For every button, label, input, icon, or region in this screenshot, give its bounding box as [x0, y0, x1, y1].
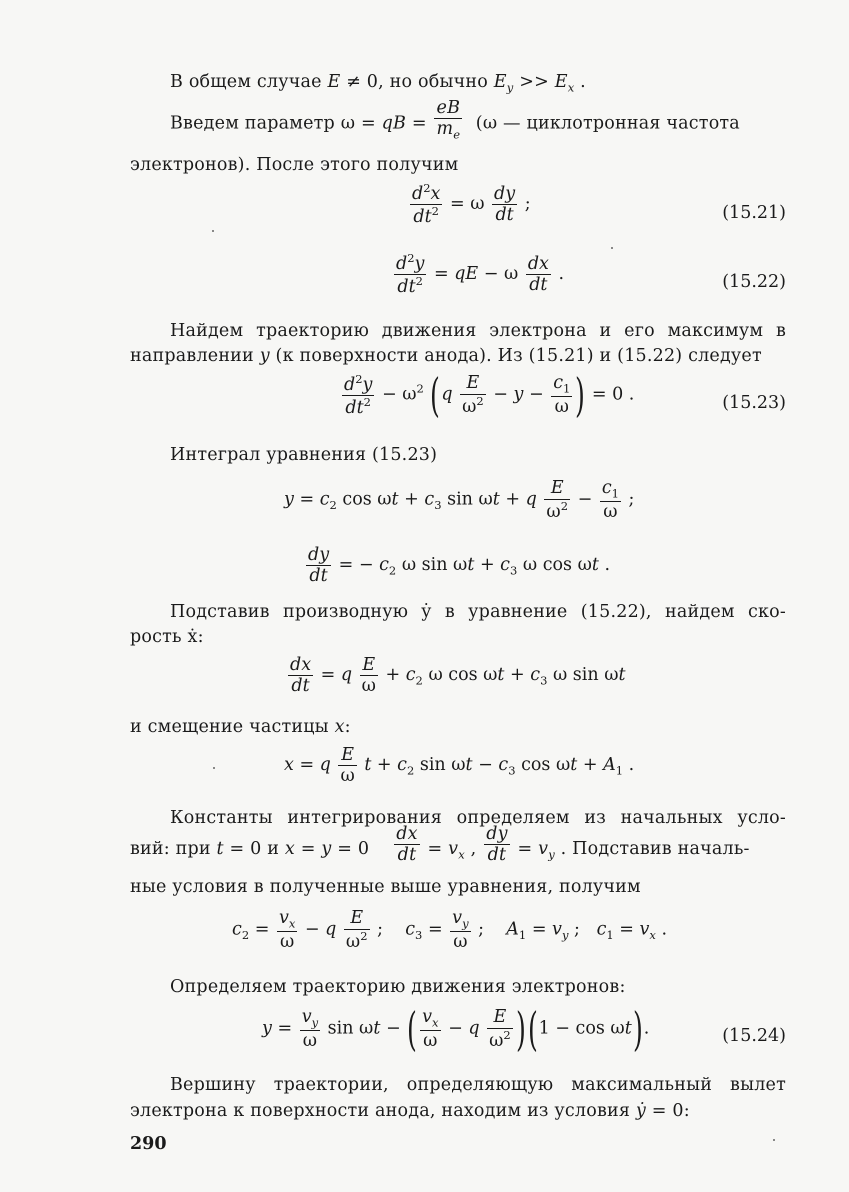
- paragraph-substitute-derivative-1: Подставив производную ẏ в уравнение (15.22), найдем ско-: [170, 602, 786, 622]
- equation-15-22: $\frac{d^2y}{dt^2}$ = qE − ω $\frac{dx}{dt}$ .: [396, 251, 565, 297]
- paragraph-introduce-omega: Введем параметр ω = qB = $\frac{eB}{m_e}$ (ω — циклотронная частота: [170, 98, 740, 142]
- paragraph-after-this: электронов). После этого получим: [130, 155, 459, 175]
- paragraph-displacement: и смещение частицы x:: [130, 717, 351, 737]
- equation-y-solution: $y = c_2$ $\cos \omega t + c_3$ sin ωt + q $\frac{E}{\omega^2}$ − $\frac{c_1}{\omega}$ ;: [284, 478, 635, 522]
- paragraph-constants-3: ные условия в полученные выше уравнения, получим: [130, 877, 641, 897]
- paragraph-vertex-1: Вершину траектории, определяющую максимальный вылет: [170, 1075, 786, 1095]
- scan-speck: [212, 230, 214, 232]
- equation-dx-dt: $\frac{dx}{dt}$ = q $\frac{E}{\omega}$ + $c_2$ ω $\cos \omega t + c_3$ ω sin ωt: [290, 655, 626, 697]
- paragraph-general-case: В общем случае E ≠ 0, но обычно $E_y >> E_x$ .: [170, 72, 586, 95]
- equation-constants: $c_2$ = $\frac{v_x}{\omega}$ − q $\frac{E}{\omega^2}$ ; $c_3$ = $\frac{v_y}{\omega}$ ; $A_1 = v_y$ ; $c_1 = v_x$ .: [232, 908, 668, 952]
- paragraph-determine-trajectory: Определяем траекторию движения электронов:: [170, 977, 626, 997]
- equation-number-15-24: (15.24): [722, 1026, 786, 1046]
- equation-dy-dt: $\frac{dy}{dt}$ = − $c_2$ ω $\sin \omega t + c_3$ ω cos ωt .: [308, 545, 611, 587]
- equation-15-24: y = $\frac{v_y}{\omega}$ sin ωt − ( $\frac{v_x}{\omega}$ − q $\frac{E}{\omega^2}$ )(1 − cos ωt).: [262, 1002, 650, 1056]
- scan-speck: [611, 247, 613, 249]
- paragraph-integral: Интеграл уравнения (15.23): [170, 445, 438, 465]
- paragraph-vertex-2: электрона к поверхности анода, находим из условия ẏ = 0:: [130, 1101, 690, 1121]
- paragraph-find-trajectory-2: направлении y (к поверхности анода). Из (15.21) и (15.22) следует: [130, 346, 762, 366]
- equation-number-15-22: (15.22): [722, 272, 786, 292]
- equation-x-solution: x = q $\frac{E}{\omega}$ $t + c_2$ $\sin \omega t - c_3$ $\cos \omega t + A_1$ .: [284, 745, 635, 787]
- equation-number-15-23: (15.23): [722, 393, 786, 413]
- equation-15-23: $\frac{d^2y}{dt^2}$ − $\omega^2$ (q $\frac{E}{\omega^2}$ − y − $\frac{c_1}{\omega}$ ) = 0 .: [344, 368, 635, 422]
- page-number: 290: [130, 1134, 167, 1154]
- paragraph-substitute-derivative-2: рость ẋ:: [130, 627, 204, 647]
- paragraph-constants-1: Константы интегрирования определяем из начальных усло-: [170, 808, 786, 828]
- scan-speck: [213, 767, 215, 769]
- scan-speck: [773, 1139, 775, 1141]
- equation-number-15-21: (15.21): [722, 203, 786, 223]
- paragraph-constants-2: вий: при t = 0 и x = y = 0 $\frac{dx}{dt}$ = $v_x$ , $\frac{dy}{dt}$ = $v_y$ . Подставив началь-: [130, 824, 750, 866]
- paragraph-find-trajectory-1: Найдем траекторию движения электрона и его максимум в: [170, 321, 786, 341]
- equation-15-21: $\frac{d^2x}{dt^2}$ = ω $\frac{dy}{dt}$ ;: [412, 181, 531, 227]
